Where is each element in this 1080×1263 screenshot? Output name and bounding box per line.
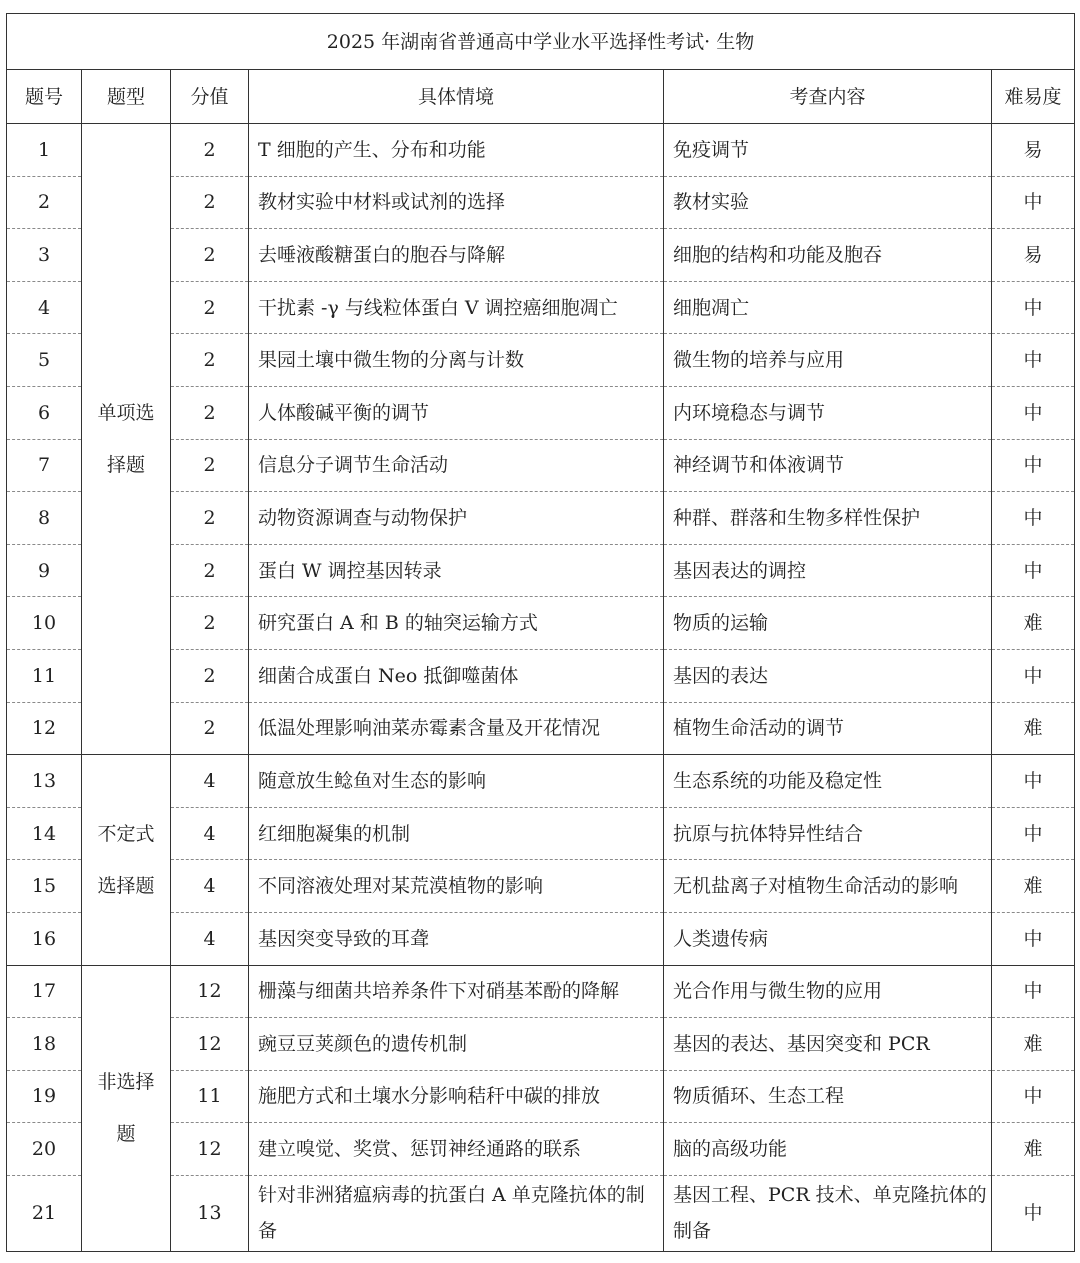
cell-score: 2 [171,334,249,387]
cell-num: 6 [7,386,82,439]
cell-num: 18 [7,1018,82,1071]
table-title: 2025 年湖南省普通高中学业水平选择性考试· 生物 [7,14,1075,70]
cell-situation: 蛋白 W 调控基因转录 [249,544,664,597]
cell-content: 细胞的结构和功能及胞吞 [664,229,992,282]
cell-difficulty: 中 [992,492,1075,545]
cell-situation: 去唾液酸糖蛋白的胞吞与降解 [249,229,664,282]
cell-difficulty: 中 [992,334,1075,387]
cell-num: 3 [7,229,82,282]
cell-score: 2 [171,386,249,439]
question-type-line: 不定式 [97,822,155,845]
cell-content: 物质循环、生态工程 [664,1070,992,1123]
cell-content: 教材实验 [664,176,992,229]
cell-score: 2 [171,492,249,545]
cell-score: 12 [171,1018,249,1071]
cell-num: 7 [7,439,82,492]
cell-situation: 施肥方式和土壤水分影响秸秆中碳的排放 [249,1070,664,1123]
cell-content: 植物生命活动的调节 [664,702,992,755]
cell-situation: 教材实验中材料或试剂的选择 [249,176,664,229]
cell-num: 5 [7,334,82,387]
cell-situation: 豌豆豆荚颜色的遗传机制 [249,1018,664,1071]
cell-situation: 研究蛋白 A 和 B 的轴突运输方式 [249,597,664,650]
header-num: 题号 [7,70,82,124]
cell-difficulty: 难 [992,1018,1075,1071]
cell-num: 17 [7,965,82,1018]
cell-content: 脑的高级功能 [664,1123,992,1176]
cell-situation: 干扰素 -γ 与线粒体蛋白 V 调控癌细胞凋亡 [249,281,664,334]
cell-situation: 随意放生鲶鱼对生态的影响 [249,755,664,808]
cell-content: 光合作用与微生物的应用 [664,965,992,1018]
cell-num: 11 [7,649,82,702]
cell-difficulty: 中 [992,544,1075,597]
cell-situation: 针对非洲猪瘟病毒的抗蛋白 A 单克隆抗体的制备 [249,1175,664,1251]
cell-score: 13 [171,1175,249,1251]
cell-question-type [82,965,171,1251]
table-row [7,755,1075,808]
cell-difficulty: 中 [992,281,1075,334]
cell-score: 2 [171,597,249,650]
cell-num: 2 [7,176,82,229]
cell-content: 种群、群落和生物多样性保护 [664,492,992,545]
cell-score: 11 [171,1070,249,1123]
cell-num: 16 [7,912,82,965]
table-row [7,965,1075,1018]
question-type-line: 题 [116,1123,136,1146]
cell-situation: 建立嗅觉、奖赏、惩罚神经通路的联系 [249,1123,664,1176]
cell-content: 基因的表达、基因突变和 PCR [664,1018,992,1071]
question-type-line: 选择题 [97,874,155,897]
cell-score: 12 [171,1123,249,1176]
exam-analysis-table [6,13,1075,1252]
cell-difficulty: 中 [992,386,1075,439]
cell-content: 人类遗传病 [664,912,992,965]
cell-situation: 细菌合成蛋白 Neo 抵御噬菌体 [249,649,664,702]
cell-difficulty: 难 [992,860,1075,913]
cell-num: 21 [7,1175,82,1251]
cell-score: 2 [171,229,249,282]
table-row [7,124,1075,177]
cell-score: 2 [171,649,249,702]
cell-score: 2 [171,439,249,492]
cell-content: 基因的表达 [664,649,992,702]
cell-score: 2 [171,124,249,177]
cell-content: 微生物的培养与应用 [664,334,992,387]
cell-score: 2 [171,702,249,755]
cell-situation: 果园土壤中微生物的分离与计数 [249,334,664,387]
cell-content: 内环境稳态与调节 [664,386,992,439]
cell-score: 4 [171,912,249,965]
cell-difficulty: 中 [992,649,1075,702]
cell-difficulty: 难 [992,597,1075,650]
cell-num: 19 [7,1070,82,1123]
cell-difficulty: 中 [992,912,1075,965]
header-type: 题型 [82,70,171,124]
cell-difficulty: 易 [992,229,1075,282]
header-content: 考查内容 [664,70,992,124]
cell-difficulty: 难 [992,1123,1075,1176]
cell-situation: 基因突变导致的耳聋 [249,912,664,965]
cell-content: 无机盐离子对植物生命活动的影响 [664,860,992,913]
cell-content: 免疫调节 [664,124,992,177]
cell-num: 1 [7,124,82,177]
cell-situation: 动物资源调查与动物保护 [249,492,664,545]
cell-content: 细胞凋亡 [664,281,992,334]
cell-situation: 红细胞凝集的机制 [249,807,664,860]
cell-num: 15 [7,860,82,913]
cell-num: 14 [7,807,82,860]
cell-content: 物质的运输 [664,597,992,650]
question-type-line: 择题 [106,454,145,477]
cell-situation: 人体酸碱平衡的调节 [249,386,664,439]
cell-situation: 栅藻与细菌共培养条件下对硝基苯酚的降解 [249,965,664,1018]
exam-table-container [6,13,1074,1252]
cell-content: 抗原与抗体特异性结合 [664,807,992,860]
cell-score: 4 [171,860,249,913]
cell-situation: T 细胞的产生、分布和功能 [249,124,664,177]
cell-difficulty: 难 [992,702,1075,755]
cell-score: 2 [171,544,249,597]
cell-score: 2 [171,176,249,229]
cell-num: 10 [7,597,82,650]
cell-num: 20 [7,1123,82,1176]
cell-score: 2 [171,281,249,334]
cell-difficulty: 易 [992,124,1075,177]
cell-situation: 不同溶液处理对某荒漠植物的影响 [249,860,664,913]
cell-num: 9 [7,544,82,597]
cell-difficulty: 中 [992,1070,1075,1123]
cell-difficulty: 中 [992,965,1075,1018]
cell-situation: 低温处理影响油菜赤霉素含量及开花情况 [249,702,664,755]
cell-question-type [82,755,171,965]
cell-num: 13 [7,755,82,808]
header-row [7,70,1075,124]
cell-num: 4 [7,281,82,334]
cell-content: 生态系统的功能及稳定性 [664,755,992,808]
question-type-line: 单项选 [97,402,155,425]
header-score: 分值 [171,70,249,124]
header-difficulty: 难易度 [992,70,1075,124]
cell-content: 神经调节和体液调节 [664,439,992,492]
cell-question-type [82,124,171,755]
cell-difficulty: 中 [992,1175,1075,1251]
cell-content: 基因表达的调控 [664,544,992,597]
cell-score: 4 [171,807,249,860]
cell-score: 12 [171,965,249,1018]
cell-difficulty: 中 [992,176,1075,229]
cell-difficulty: 中 [992,755,1075,808]
cell-content: 基因工程、PCR 技术、单克隆抗体的制备 [664,1175,992,1251]
cell-score: 4 [171,755,249,808]
question-type-line: 非选择 [97,1071,155,1094]
cell-situation: 信息分子调节生命活动 [249,439,664,492]
cell-difficulty: 中 [992,807,1075,860]
cell-num: 8 [7,492,82,545]
header-situation: 具体情境 [249,70,664,124]
cell-num: 12 [7,702,82,755]
cell-difficulty: 中 [992,439,1075,492]
